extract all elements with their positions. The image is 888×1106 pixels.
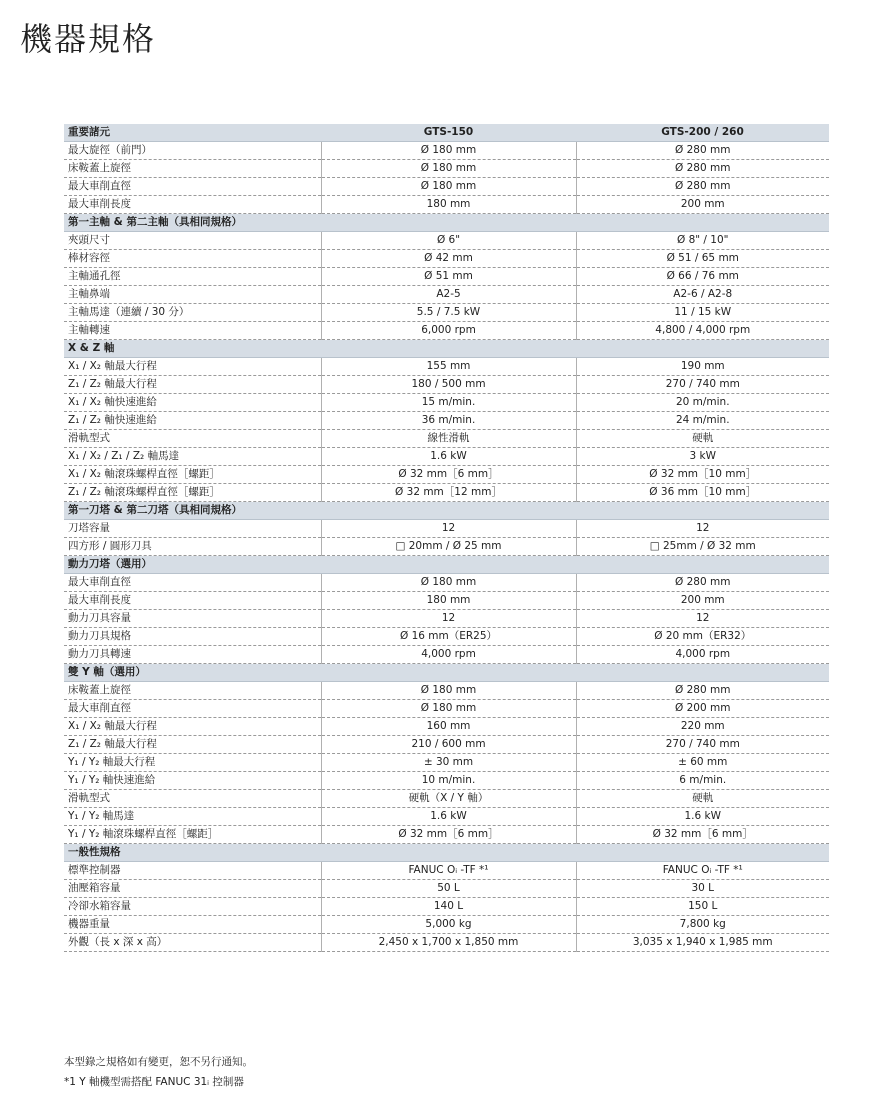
table-row	[64, 934, 829, 952]
spec-label: 床鞍蓋上旋徑	[64, 160, 321, 178]
spec-value-gts-200-260: 30 L	[576, 880, 829, 898]
table-row	[64, 358, 829, 376]
table-row	[64, 772, 829, 790]
spec-value-gts-200-260: Ø 32 mm［10 mm］	[576, 466, 829, 484]
spec-label: 外觀（長 x 深 x 高）	[64, 934, 321, 952]
spec-value-gts-150: 1.6 kW	[321, 448, 576, 466]
spec-label: 最大車削直徑	[64, 178, 321, 196]
spec-value-gts-200-260: 150 L	[576, 898, 829, 916]
section-header-row	[64, 502, 829, 520]
table-row	[64, 718, 829, 736]
spec-value-gts-200-260: 200 mm	[576, 592, 829, 610]
footnotes	[64, 1052, 253, 1092]
spec-label: 油壓箱容量	[64, 880, 321, 898]
spec-value-gts-200-260: 200 mm	[576, 196, 829, 214]
spec-value-gts-150: 180 mm	[321, 592, 576, 610]
table-row	[64, 304, 829, 322]
spec-value-gts-200-260: A2-6 / A2-8	[576, 286, 829, 304]
spec-value-gts-150: Ø 42 mm	[321, 250, 576, 268]
spec-value-gts-200-260: Ø 36 mm［10 mm］	[576, 484, 829, 502]
table-row	[64, 610, 829, 628]
spec-label: Y₁ / Y₂ 軸滾珠螺桿直徑［螺距］	[64, 826, 321, 844]
section-title: 動力刀塔（選用）	[64, 556, 829, 574]
spec-value-gts-150: 12	[321, 610, 576, 628]
spec-value-gts-150: 36 m/min.	[321, 412, 576, 430]
spec-value-gts-200-260: 6 m/min.	[576, 772, 829, 790]
spec-value-gts-150: Ø 180 mm	[321, 160, 576, 178]
table-row	[64, 268, 829, 286]
header-model-gts-200-260: GTS-200 / 260	[576, 124, 829, 142]
spec-label: Z₁ / Z₂ 軸滾珠螺桿直徑［螺距］	[64, 484, 321, 502]
spec-label: 四方形 / 圓形刀具	[64, 538, 321, 556]
spec-value-gts-150: 180 mm	[321, 196, 576, 214]
table-row	[64, 178, 829, 196]
spec-value-gts-150: Ø 51 mm	[321, 268, 576, 286]
spec-value-gts-200-260: Ø 280 mm	[576, 178, 829, 196]
spec-value-gts-150: FANUC Oᵢ -TF *¹	[321, 862, 576, 880]
spec-value-gts-200-260: 4,800 / 4,000 rpm	[576, 322, 829, 340]
table-row	[64, 898, 829, 916]
spec-value-gts-200-260: FANUC Oᵢ -TF *¹	[576, 862, 829, 880]
table-row	[64, 682, 829, 700]
section-title: X & Z 軸	[64, 340, 829, 358]
spec-value-gts-200-260: Ø 51 / 65 mm	[576, 250, 829, 268]
spec-value-gts-150: Ø 180 mm	[321, 178, 576, 196]
spec-value-gts-200-260: Ø 66 / 76 mm	[576, 268, 829, 286]
spec-value-gts-200-260: Ø 280 mm	[576, 160, 829, 178]
spec-value-gts-150: 6,000 rpm	[321, 322, 576, 340]
table-row	[64, 412, 829, 430]
spec-value-gts-150: Ø 6"	[321, 232, 576, 250]
spec-value-gts-150: 155 mm	[321, 358, 576, 376]
spec-value-gts-150: Ø 180 mm	[321, 142, 576, 160]
spec-value-gts-200-260: ± 60 mm	[576, 754, 829, 772]
spec-value-gts-150: ± 30 mm	[321, 754, 576, 772]
spec-value-gts-200-260: 硬軌	[576, 430, 829, 448]
spec-label: 夾頭尺寸	[64, 232, 321, 250]
spec-value-gts-150: Ø 32 mm［6 mm］	[321, 466, 576, 484]
spec-label: 滑軌型式	[64, 430, 321, 448]
spec-label: 最大車削直徑	[64, 574, 321, 592]
spec-value-gts-150: 硬軌（X / Y 軸）	[321, 790, 576, 808]
table-row	[64, 232, 829, 250]
spec-label: 最大車削長度	[64, 592, 321, 610]
spec-value-gts-200-260: Ø 32 mm［6 mm］	[576, 826, 829, 844]
spec-value-gts-150: Ø 180 mm	[321, 700, 576, 718]
spec-value-gts-200-260: Ø 280 mm	[576, 574, 829, 592]
spec-value-gts-150: A2-5	[321, 286, 576, 304]
table-row	[64, 700, 829, 718]
table-row	[64, 250, 829, 268]
section-title: 雙 Y 軸（選用）	[64, 664, 829, 682]
section-header-row	[64, 214, 829, 232]
spec-label: 主軸轉速	[64, 322, 321, 340]
table-row	[64, 790, 829, 808]
spec-label: Z₁ / Z₂ 軸最大行程	[64, 376, 321, 394]
table-row	[64, 916, 829, 934]
spec-label: Y₁ / Y₂ 軸快速進給	[64, 772, 321, 790]
spec-label: 動力刀具容量	[64, 610, 321, 628]
spec-label: X₁ / X₂ 軸快速進給	[64, 394, 321, 412]
header-model-gts-150: GTS-150	[321, 124, 576, 142]
table-row	[64, 574, 829, 592]
table-row	[64, 592, 829, 610]
spec-label: 最大旋徑（前門）	[64, 142, 321, 160]
spec-value-gts-150: 線性滑軌	[321, 430, 576, 448]
spec-label: 主軸通孔徑	[64, 268, 321, 286]
spec-value-gts-150: Ø 180 mm	[321, 682, 576, 700]
section-header-row	[64, 556, 829, 574]
spec-value-gts-150: 50 L	[321, 880, 576, 898]
spec-value-gts-150: Ø 180 mm	[321, 574, 576, 592]
spec-label: 棒材容徑	[64, 250, 321, 268]
spec-value-gts-200-260: Ø 8" / 10"	[576, 232, 829, 250]
footnote-y-axis: *1 Y 軸機型需搭配 FANUC 31ᵢ 控制器	[64, 1076, 244, 1088]
table-row	[64, 736, 829, 754]
table-row	[64, 754, 829, 772]
spec-label: X₁ / X₂ 軸滾珠螺桿直徑［螺距］	[64, 466, 321, 484]
spec-label: Z₁ / Z₂ 軸最大行程	[64, 736, 321, 754]
spec-label: Y₁ / Y₂ 軸最大行程	[64, 754, 321, 772]
spec-value-gts-200-260: 12	[576, 610, 829, 628]
spec-table-body	[64, 124, 829, 952]
spec-value-gts-200-260: 20 m/min.	[576, 394, 829, 412]
spec-value-gts-200-260: 3 kW	[576, 448, 829, 466]
spec-table	[64, 124, 829, 952]
spec-value-gts-150: 2,450 x 1,700 x 1,850 mm	[321, 934, 576, 952]
table-row	[64, 466, 829, 484]
spec-value-gts-200-260: 4,000 rpm	[576, 646, 829, 664]
spec-label: 床鞍蓋上旋徑	[64, 682, 321, 700]
spec-value-gts-200-260: 11 / 15 kW	[576, 304, 829, 322]
page-title: 機器規格	[20, 20, 157, 58]
table-row	[64, 862, 829, 880]
spec-value-gts-200-260: 1.6 kW	[576, 808, 829, 826]
spec-value-gts-200-260: 7,800 kg	[576, 916, 829, 934]
spec-value-gts-200-260: Ø 20 mm（ER32）	[576, 628, 829, 646]
footnote-disclaimer: 本型錄之規格如有變更，恕不另行通知。	[64, 1056, 253, 1068]
spec-label: X₁ / X₂ 軸最大行程	[64, 358, 321, 376]
spec-value-gts-150: Ø 32 mm［6 mm］	[321, 826, 576, 844]
spec-label: 滑軌型式	[64, 790, 321, 808]
spec-value-gts-200-260: Ø 280 mm	[576, 142, 829, 160]
spec-label: 標準控制器	[64, 862, 321, 880]
spec-label: Y₁ / Y₂ 軸馬達	[64, 808, 321, 826]
table-header-row	[64, 124, 829, 142]
spec-label: 最大車削長度	[64, 196, 321, 214]
section-header-row	[64, 844, 829, 862]
spec-label: 動力刀具轉速	[64, 646, 321, 664]
spec-label: 動力刀具規格	[64, 628, 321, 646]
spec-value-gts-150: 210 / 600 mm	[321, 736, 576, 754]
table-row	[64, 880, 829, 898]
spec-value-gts-200-260: 硬軌	[576, 790, 829, 808]
header-label: 重要諸元	[64, 124, 321, 142]
spec-value-gts-150: 1.6 kW	[321, 808, 576, 826]
spec-label: Z₁ / Z₂ 軸快速進給	[64, 412, 321, 430]
spec-value-gts-150: 5.5 / 7.5 kW	[321, 304, 576, 322]
spec-value-gts-150: 15 m/min.	[321, 394, 576, 412]
table-row	[64, 520, 829, 538]
table-row	[64, 808, 829, 826]
spec-value-gts-150: 4,000 rpm	[321, 646, 576, 664]
spec-value-gts-150: 140 L	[321, 898, 576, 916]
spec-value-gts-150: 160 mm	[321, 718, 576, 736]
table-row	[64, 286, 829, 304]
spec-label: 主軸馬達（連續 / 30 分）	[64, 304, 321, 322]
table-row	[64, 160, 829, 178]
spec-value-gts-150: □ 20mm / Ø 25 mm	[321, 538, 576, 556]
section-title: 第一刀塔 & 第二刀塔（具相同規格）	[64, 502, 829, 520]
section-header-row	[64, 340, 829, 358]
spec-value-gts-200-260: □ 25mm / Ø 32 mm	[576, 538, 829, 556]
spec-label: 冷卻水箱容量	[64, 898, 321, 916]
spec-value-gts-150: 180 / 500 mm	[321, 376, 576, 394]
table-row	[64, 394, 829, 412]
table-row	[64, 196, 829, 214]
spec-value-gts-200-260: Ø 200 mm	[576, 700, 829, 718]
table-row	[64, 484, 829, 502]
spec-value-gts-200-260: 270 / 740 mm	[576, 376, 829, 394]
spec-label: 機器重量	[64, 916, 321, 934]
section-header-row	[64, 664, 829, 682]
spec-value-gts-200-260: 270 / 740 mm	[576, 736, 829, 754]
table-row	[64, 628, 829, 646]
spec-label: 最大車削直徑	[64, 700, 321, 718]
section-title: 一般性規格	[64, 844, 829, 862]
spec-value-gts-150: Ø 16 mm（ER25）	[321, 628, 576, 646]
spec-label: 主軸鼻端	[64, 286, 321, 304]
spec-value-gts-150: 10 m/min.	[321, 772, 576, 790]
spec-value-gts-200-260: 220 mm	[576, 718, 829, 736]
table-row	[64, 538, 829, 556]
spec-value-gts-200-260: Ø 280 mm	[576, 682, 829, 700]
spec-label: 刀塔容量	[64, 520, 321, 538]
table-row	[64, 142, 829, 160]
table-row	[64, 448, 829, 466]
spec-value-gts-150: 12	[321, 520, 576, 538]
table-row	[64, 826, 829, 844]
spec-value-gts-150: Ø 32 mm［12 mm］	[321, 484, 576, 502]
spec-label: X₁ / X₂ 軸最大行程	[64, 718, 321, 736]
table-row	[64, 322, 829, 340]
spec-label: X₁ / X₂ / Z₁ / Z₂ 軸馬達	[64, 448, 321, 466]
section-title: 第一主軸 & 第二主軸（具相同規格）	[64, 214, 829, 232]
spec-value-gts-200-260: 24 m/min.	[576, 412, 829, 430]
spec-value-gts-200-260: 190 mm	[576, 358, 829, 376]
spec-value-gts-150: 5,000 kg	[321, 916, 576, 934]
spec-value-gts-200-260: 3,035 x 1,940 x 1,985 mm	[576, 934, 829, 952]
table-row	[64, 376, 829, 394]
table-row	[64, 430, 829, 448]
spec-value-gts-200-260: 12	[576, 520, 829, 538]
table-row	[64, 646, 829, 664]
